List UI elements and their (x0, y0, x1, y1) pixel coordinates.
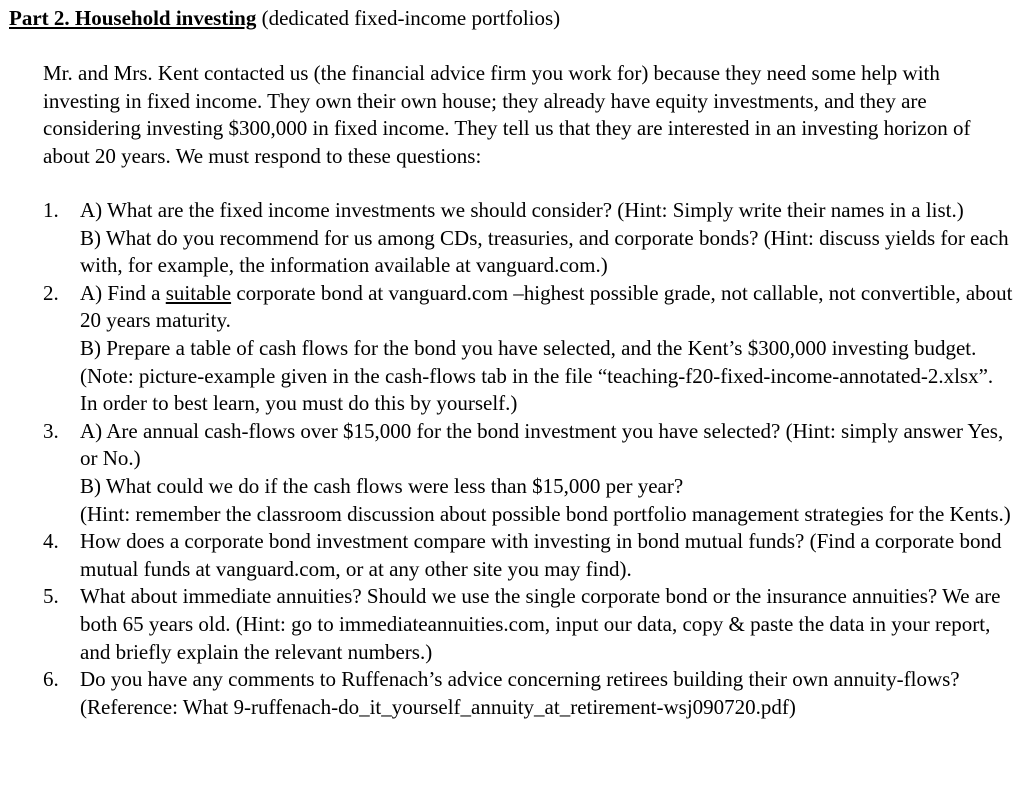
question-number: 4. (43, 529, 59, 554)
question-part-b: B) What do you recommend for us among CDs, treasuries, and corporate bonds? (Hint: discuss yields for each with, for example, the information available at vanguard.com.) (80, 225, 1009, 278)
question-part-a-start: A) Find a (80, 280, 166, 305)
question-part-a: A) Are annual cash-flows over $15,000 for the bond investment you have selected? (Hint: simply answer Yes, or No.) (80, 418, 1004, 471)
question-item-1 (43, 197, 1013, 280)
question-number: 2. (43, 280, 59, 305)
part-title (9, 4, 560, 32)
underlined-word-suitable: suitable (165, 280, 232, 305)
part-title-bold: Part 2. Household investing (9, 6, 257, 30)
question-text: Do you have any comments to Ruffenach’s advice concerning retirees building their own annuity-flows? (Reference: What 9-ruffenach-do_it_yourself_annuity_at_retirement-wsj090720.pdf) (80, 667, 960, 719)
question-part-a (80, 280, 1013, 335)
question-item-2 (43, 280, 1013, 418)
question-text: How does a corporate bond investment compare with investing in bond mutual funds? (Find a corporate bond mutual funds at vanguard.com, or at any other site you may find). (80, 529, 1002, 581)
question-number: 3. (43, 418, 59, 443)
question-item-6 (43, 666, 1013, 721)
question-hint: (Hint: remember the classroom discussion about possible bond portfolio management strategies for the Kents.) (80, 501, 1011, 526)
question-part-b: B) Prepare a table of cash flows for the bond you have selected, and the Kent’s $300,000 investing budget. (Note: picture-example given in the cash-flows tab in the file “teaching-f20-fixed-income-annotated-2.xlsx”. In order to best learn, you must do this by yourself.) (80, 335, 994, 416)
question-list (43, 197, 1013, 721)
question-part-a: A) What are the fixed income investments we should consider? (Hint: Simply write their names in a list.) (80, 198, 964, 222)
question-part-a-end: corporate bond at vanguard.com –highest possible grade, not callable, not convertible, about 20 years maturity. (80, 280, 1013, 333)
question-number: 5. (43, 584, 59, 609)
question-item-4 (43, 528, 1013, 583)
question-item-3 (43, 418, 1013, 528)
intro-paragraph: Mr. and Mrs. Kent contacted us (the financial advice firm you work for) because they need some help with investing in fixed income. They own their own house; they already have equity investments, and they are considering investing $300,000 in fixed income. They tell us that they are interested in an investing horizon of about 20 years. We must respond to these questions: (43, 61, 971, 168)
question-item-5 (43, 583, 1013, 666)
question-number: 6. (43, 667, 59, 692)
question-text: What about immediate annuities? Should we use the single corporate bond or the insurance annuities? We are both 65 years old. (Hint: go to immediateannuities.com, input our data, copy & paste the data in your report, and briefly explain the relevant numbers.) (80, 584, 1001, 664)
part-title-subtitle: (dedicated fixed-income portfolios) (256, 6, 561, 30)
question-part-b: B) What could we do if the cash flows were less than $15,000 per year? (80, 473, 684, 498)
question-number: 1. (43, 198, 59, 222)
